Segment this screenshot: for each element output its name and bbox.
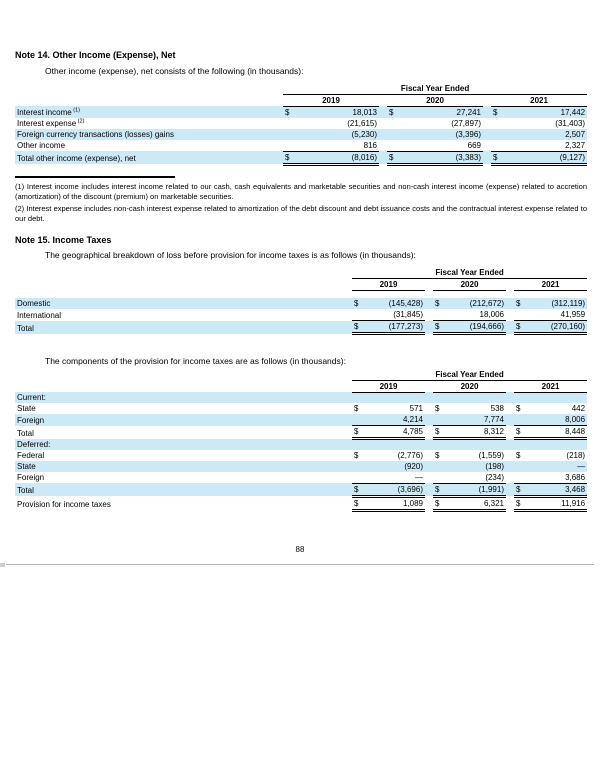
dollar-sign-cell: $ <box>352 426 364 439</box>
dollar-sign-cell <box>433 414 445 426</box>
table-row <box>15 439 587 450</box>
dollar-sign-cell: $ <box>352 496 364 510</box>
dollar-sign-cell <box>491 129 507 140</box>
value-cell: (1,991) <box>445 483 506 496</box>
dollar-sign-cell: $ <box>352 483 364 496</box>
dollar-sign-cell <box>433 472 445 484</box>
value-cell: (312,119) <box>526 298 587 309</box>
value-cell: 27,241 <box>403 106 483 118</box>
value-cell <box>445 392 506 403</box>
row-label: Federal <box>17 450 45 460</box>
row-label: International <box>17 310 62 320</box>
row-label: Current: <box>15 392 352 403</box>
footnote-reference: (1) <box>71 106 80 113</box>
dollar-sign-cell: $ <box>491 106 507 118</box>
year-column-header: 2020 <box>433 278 506 290</box>
value-cell: (212,672) <box>445 298 506 309</box>
other-income-intro-paragraph: Other income (expense), net consists of the following (in thousands): <box>45 66 304 76</box>
spacer-row <box>15 290 587 298</box>
value-cell: (3,396) <box>403 129 483 140</box>
value-cell: (3,383) <box>403 151 483 164</box>
dollar-sign-cell: $ <box>433 483 445 496</box>
value-cell: 8,448 <box>526 426 587 439</box>
table-row <box>15 140 587 152</box>
page-number: 88 <box>295 545 305 554</box>
row-label: Total <box>15 483 352 496</box>
dollar-sign-cell: $ <box>516 450 521 460</box>
value-cell: (177,273) <box>364 321 425 334</box>
table-row <box>15 129 587 140</box>
table-row <box>15 461 587 472</box>
value-cell: (1,559) <box>478 450 504 460</box>
row-label: Domestic <box>15 298 352 309</box>
dollar-sign-cell: $ <box>283 151 299 164</box>
table-row <box>15 414 587 426</box>
row-label: State <box>15 461 352 472</box>
value-cell <box>526 392 587 403</box>
dollar-sign-cell <box>352 309 364 321</box>
footnote-reference: (2) <box>76 117 85 124</box>
dollar-sign-cell <box>433 309 445 321</box>
value-cell: (145,428) <box>364 298 425 309</box>
value-cell: 4,214 <box>364 414 425 426</box>
value-cell: (194,666) <box>445 321 506 334</box>
dollar-sign-cell <box>352 439 364 450</box>
dollar-sign-cell <box>433 392 445 403</box>
dollar-sign-cell <box>283 140 299 152</box>
value-cell: (218) <box>566 450 586 460</box>
row-label: Total <box>17 428 34 438</box>
footnote-divider <box>15 176 175 178</box>
value-cell: (5,230) <box>299 129 379 140</box>
value-cell: (2,776) <box>397 450 423 460</box>
table-row <box>15 483 587 496</box>
fiscal-year-ended-label: Fiscal Year Ended <box>283 82 587 94</box>
dollar-sign-cell <box>352 472 364 484</box>
value-cell <box>364 392 425 403</box>
value-cell: 2,327 <box>507 140 587 152</box>
footnote-2: (2) Interest expense includes non-cash interest expense related to amortization of the debt discount and debt issuance costs and the contractual interest expense related to our debt. <box>15 204 587 223</box>
dollar-sign-cell: $ <box>433 426 445 439</box>
row-label: Total <box>15 321 352 334</box>
value-cell: 8,312 <box>445 426 506 439</box>
dollar-sign-cell <box>514 309 526 321</box>
dollar-sign-cell: $ <box>433 321 445 334</box>
dollar-sign-cell: $ <box>514 496 526 510</box>
dollar-sign-cell <box>387 129 403 140</box>
row-label: Deferred: <box>15 439 352 450</box>
dollar-sign-cell: $ <box>514 426 526 439</box>
table-row <box>15 151 587 164</box>
value-cell: (198) <box>445 461 506 472</box>
dollar-sign-cell <box>387 118 403 129</box>
table-row <box>15 392 587 403</box>
table-row <box>15 403 587 414</box>
row-label: Total other income (expense), net <box>15 151 283 164</box>
value-cell: 41,959 <box>526 309 587 321</box>
value-cell: — <box>364 472 425 484</box>
provision-components-table <box>15 368 587 512</box>
value-cell: 2,507 <box>507 129 587 140</box>
value-cell <box>364 439 425 450</box>
dollar-sign-cell <box>387 140 403 152</box>
value-cell: 11,916 <box>526 496 587 510</box>
dollar-sign-cell <box>283 129 299 140</box>
dollar-sign-cell: $ <box>352 321 364 334</box>
table-header-row <box>15 266 587 278</box>
dollar-sign-cell <box>283 118 299 129</box>
dollar-sign-cell <box>352 392 364 403</box>
row-label: Other income <box>17 141 66 150</box>
value-cell <box>445 439 506 450</box>
table-row <box>15 309 587 321</box>
row-label: State <box>17 404 36 413</box>
fiscal-year-ended-label: Fiscal Year Ended <box>352 368 587 380</box>
value-cell: 17,442 <box>507 106 587 118</box>
year-column-header: 2021 <box>514 278 587 290</box>
dollar-sign-cell: $ <box>352 298 364 309</box>
dollar-sign-cell <box>514 439 526 450</box>
value-cell: 571 <box>409 404 423 413</box>
value-cell: (234) <box>445 472 506 484</box>
table-row <box>15 496 587 510</box>
geographical-table-container <box>15 266 587 335</box>
dollar-sign-cell: $ <box>435 404 440 413</box>
value-cell: 8,006 <box>526 414 587 426</box>
year-column-header: 2020 <box>433 380 506 392</box>
value-cell: (3,696) <box>364 483 425 496</box>
value-cell: (920) <box>364 461 425 472</box>
dollar-sign-cell: $ <box>435 450 440 460</box>
row-label: Foreign currency transactions (losses) gains <box>15 129 283 140</box>
year-column-header: 2019 <box>352 380 425 392</box>
provision-components-paragraph: The components of the provision for income taxes are as follows (in thousands): <box>45 356 346 366</box>
dollar-sign-cell: $ <box>514 483 526 496</box>
note14-heading: Note 14. Other Income (Expense), Net <box>15 50 176 60</box>
row-label: Foreign <box>17 473 45 482</box>
dollar-sign-cell: $ <box>514 321 526 334</box>
year-column-header: 2020 <box>387 94 483 106</box>
table-row <box>15 298 587 309</box>
table-row <box>15 321 587 334</box>
dollar-sign-cell: $ <box>491 151 507 164</box>
value-cell: (31,845) <box>364 309 425 321</box>
value-cell: 4,785 <box>364 426 425 439</box>
table-header-row <box>15 82 587 94</box>
provision-table-container <box>15 368 587 512</box>
value-cell: 6,321 <box>445 496 506 510</box>
value-cell: (31,403) <box>555 118 586 128</box>
dollar-sign-cell <box>491 118 507 129</box>
table-row <box>15 426 587 439</box>
dollar-sign-cell <box>514 414 526 426</box>
geographical-breakdown-paragraph: The geographical breakdown of loss before provision for income taxes is as follows (in thousands): <box>45 250 416 260</box>
value-cell: (270,160) <box>526 321 587 334</box>
dollar-sign-cell: $ <box>283 106 299 118</box>
note15-heading: Note 15. Income Taxes <box>15 235 112 245</box>
dollar-sign-cell <box>514 472 526 484</box>
value-cell: 669 <box>403 140 483 152</box>
page-bottom-rule <box>6 564 594 565</box>
row-label: Interest expense $^{(2)}$ <box>17 117 85 128</box>
value-cell: (27,897) <box>451 118 481 128</box>
value-cell: 7,774 <box>445 414 506 426</box>
value-cell: 3,468 <box>526 483 587 496</box>
dollar-sign-cell: $ <box>433 298 445 309</box>
table-row <box>15 450 587 461</box>
dollar-sign-cell <box>433 439 445 450</box>
dollar-sign-cell <box>352 414 364 426</box>
value-cell: 442 <box>571 404 586 413</box>
year-column-header: 2021 <box>514 380 587 392</box>
dollar-sign-cell: $ <box>387 106 403 118</box>
page-edge-nub <box>0 563 5 567</box>
other-income-table-container <box>15 82 587 166</box>
dollar-sign-cell: $ <box>387 151 403 164</box>
row-label: Foreign <box>15 414 352 426</box>
value-cell: (9,127) <box>507 151 587 164</box>
row-label: Provision for income taxes <box>17 500 111 509</box>
value-cell <box>526 439 587 450</box>
dollar-sign-cell <box>514 461 526 472</box>
dollar-sign-cell: $ <box>514 298 526 309</box>
table-year-row <box>15 380 587 392</box>
table-row <box>15 106 587 118</box>
value-cell: 1,089 <box>364 496 425 510</box>
table-row <box>15 118 587 129</box>
value-cell: 18,013 <box>299 106 379 118</box>
value-cell: 816 <box>299 140 379 152</box>
table-year-row <box>15 94 587 106</box>
value-cell: (8,016) <box>299 151 379 164</box>
dollar-sign-cell: $ <box>354 404 359 413</box>
dollar-sign-cell: $ <box>433 496 445 510</box>
dollar-sign-cell <box>514 392 526 403</box>
footnote-1: (1) Interest income includes interest income related to our cash, cash equivalents and marketable securities and non-cash interest income (expense) related to accretion (amortization) of the discount (premium) on marketable securities. <box>15 182 587 201</box>
value-cell: — <box>526 461 587 472</box>
dollar-sign-cell <box>491 140 507 152</box>
dollar-sign-cell <box>352 461 364 472</box>
dollar-sign-cell: $ <box>516 404 521 413</box>
table-row <box>15 472 587 484</box>
fiscal-year-ended-label: Fiscal Year Ended <box>352 266 587 278</box>
value-cell: 3,686 <box>526 472 587 484</box>
dollar-sign-cell <box>433 461 445 472</box>
table-year-row <box>15 278 587 290</box>
geographical-breakdown-table <box>15 266 587 335</box>
value-cell: 538 <box>490 404 504 413</box>
table-header-row <box>15 368 587 380</box>
year-column-header: 2019 <box>352 278 425 290</box>
value-cell: 18,006 <box>445 309 506 321</box>
row-label: Interest income $^{(1)}$ <box>15 106 283 118</box>
dollar-sign-cell: $ <box>354 450 359 460</box>
other-income-table <box>15 82 587 166</box>
year-column-header: 2019 <box>283 94 379 106</box>
year-column-header: 2021 <box>491 94 587 106</box>
value-cell: (21,615) <box>347 118 377 128</box>
